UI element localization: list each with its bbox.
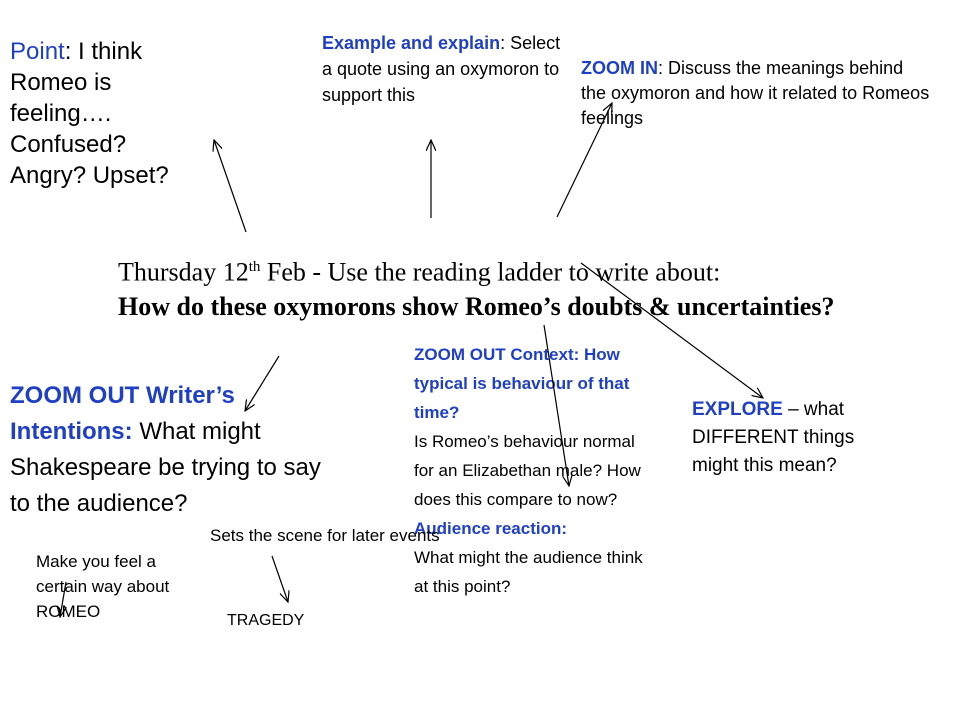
explore-label: EXPLORE: [692, 399, 783, 420]
arrow-to-note-feel: [60, 582, 66, 617]
zoom-out-writer-label: ZOOM OUT Writer’s Intentions:: [10, 382, 235, 445]
audience-label: Audience reaction:: [414, 519, 568, 538]
point-label: Point: [10, 38, 65, 65]
arrow-to-zoom-out-context: [544, 325, 569, 486]
arrow-to-point: [214, 140, 246, 232]
note-scene: Sets the scene for later events: [210, 526, 440, 545]
arrow-to-explore: [581, 263, 763, 398]
example-text: : Select a quote using an oxymoron to support this: [322, 33, 561, 105]
context-heading: ZOOM OUT Context: How typical is behaviour of that time?: [414, 345, 630, 422]
explore-text: – what DIFFERENT things might this mean?: [692, 399, 855, 476]
date-sup: th: [248, 259, 261, 275]
example-label: Example and explain: [322, 33, 501, 53]
point-text: : I think Romeo is feeling…. Confused? Angry? Upset?: [10, 38, 169, 189]
arrow-to-zoom-in: [557, 103, 612, 217]
audience-text: What might the audience think at this point?: [414, 548, 643, 596]
zoom-in-text: : Discuss the meanings behind the oxymoron and how it related to Romeos feelings: [581, 58, 930, 128]
date-suffix: Feb - Use the reading ladder to write about:: [260, 257, 721, 287]
zoom-out-writer-text: What might Shakespeare be trying to say to the audience?: [10, 418, 321, 517]
note-feel: Make you feel a certain way about ROMEO: [36, 552, 170, 621]
note-tragedy: TRAGEDY: [227, 612, 305, 629]
arrow-to-zoom-out-writer: [245, 356, 279, 411]
lesson-question: How do these oxymorons show Romeo’s doubts & uncertainties?: [118, 291, 835, 321]
context-question: Is Romeo’s behaviour normal for an Elizabethan male? How does this compare to now?: [414, 432, 641, 509]
zoom-in-label: ZOOM IN: [581, 58, 658, 78]
arrow-to-tragedy: [272, 556, 288, 602]
date-prefix: Thursday 12: [118, 257, 249, 287]
